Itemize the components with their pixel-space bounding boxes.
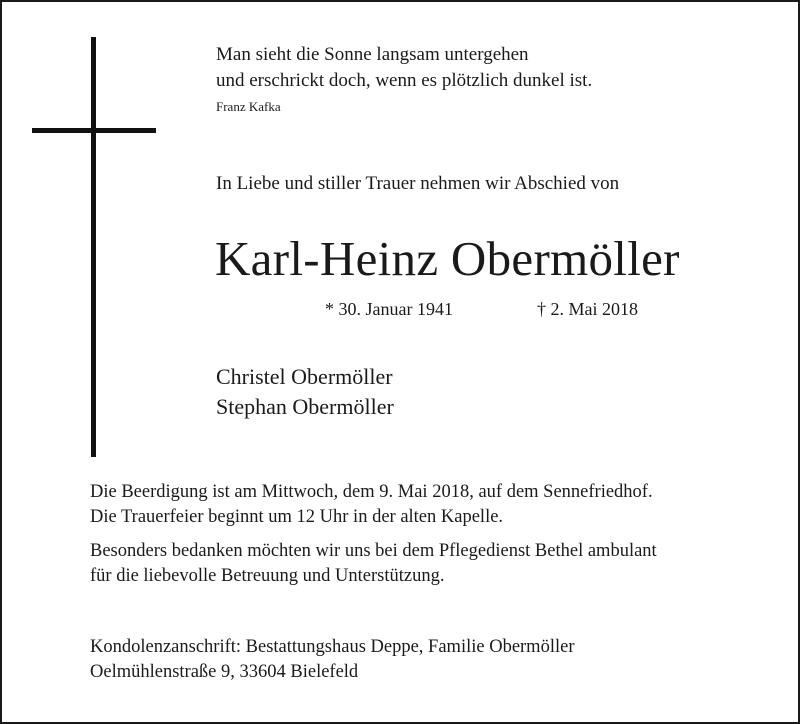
- funeral-info-line-1: Die Beerdigung ist am Mittwoch, dem 9. Mai 2018, auf dem Sennefriedhof.: [90, 482, 653, 502]
- birth-date: * 30. Januar 1941: [325, 299, 453, 319]
- quote-line-2: und erschrickt doch, wenn es plötzlich dunkel ist.: [216, 70, 593, 91]
- mourner-name: Christel Obermöller: [216, 364, 393, 389]
- thanks-line-2: für die liebevolle Betreuung und Unterstützung.: [90, 566, 445, 586]
- thanks-line-1: Besonders bedanken möchten wir uns bei dem Pflegedienst Bethel ambulant: [90, 541, 657, 561]
- cross-horizontal-bar: [32, 128, 156, 133]
- mourner-name: Stephan Obermöller: [216, 394, 394, 419]
- condolence-address-line-1: Kondolenzanschrift: Bestattungshaus Deppe, Familie Obermöller: [90, 637, 575, 657]
- quote-author: Franz Kafka: [216, 99, 281, 114]
- intro-text: In Liebe und stiller Trauer nehmen wir Abschied von: [216, 173, 620, 194]
- quote-line-1: Man sieht die Sonne langsam untergehen: [216, 44, 529, 65]
- cross-vertical-bar: [91, 37, 96, 457]
- funeral-info-line-2: Die Trauerfeier beginnt um 12 Uhr in der alten Kapelle.: [90, 507, 504, 527]
- condolence-address-line-2: Oelmühlenstraße 9, 33604 Bielefeld: [90, 662, 359, 682]
- death-date: † 2. Mai 2018: [537, 299, 638, 319]
- deceased-name: Karl-Heinz Obermöller: [215, 231, 680, 286]
